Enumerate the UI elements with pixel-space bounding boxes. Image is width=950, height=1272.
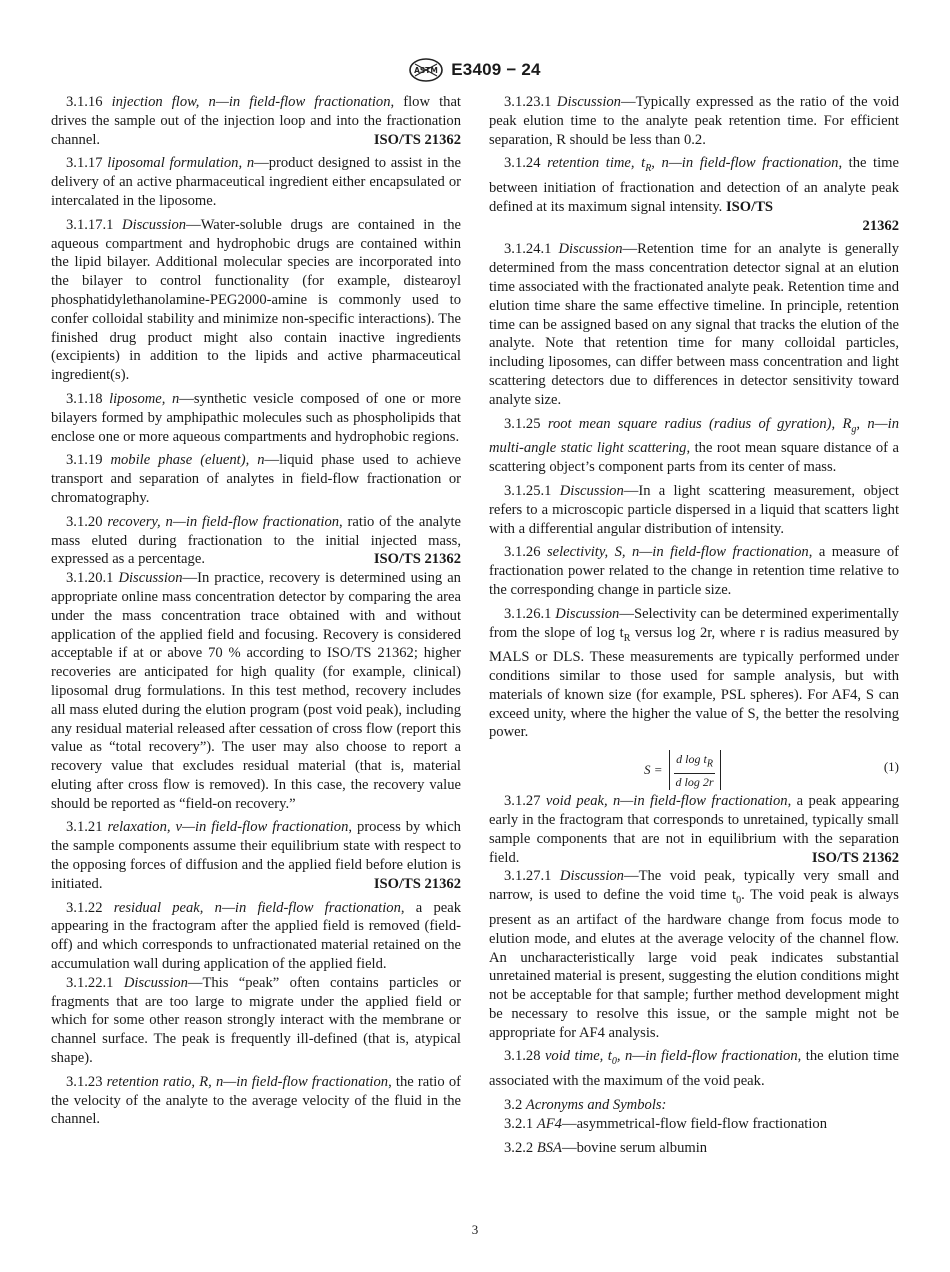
page-header [0, 57, 950, 83]
discussion-3-1-22-1: 3.1.22.1 Discussion—This “peak” often contains particles or fragments that are too large to migrate under the applied field or which for some other reason strongly interact with the membrane or channel surface. The peak is frequently ill-defined (that is, atypical shape). [51, 974, 461, 1067]
acronym-bsa: 3.2.2 BSA—bovine serum albumin [504, 1139, 708, 1156]
discussion-3-1-26-1: 3.1.26.1 Discussion—Selectivity can be determined experimentally from the slope of $\log t_R$ versus log 2r, where r is radius measured by MALS or DLS. These measurements are typically performed under conditions similar to those used for sample analysis, but with materials of known size (for example, PSL spheres). For AF4, S can exceed unity, where the higher the value of S, the better the resolving power. [489, 605, 900, 741]
svg-text:ASTM: ASTM [414, 66, 439, 75]
equation-numerator: d log t [676, 752, 707, 767]
definition-3-1-22: 3.1.22 residual peak, n—in field-flow fractionation, a peak appearing in the fractogram after the applied field is removed (field-off) and which corresponds to unfractionated material retained on the accumulation wall during application of the applied field. [51, 899, 461, 973]
discussion-3-1-20-1: 3.1.20.1 Discussion—In practice, recovery is determined using an appropriate online mass concentration detector by comparing the area under the mass concentration trace obtained with and without application of the applied field and focusing. Recovery is considered acceptable if at or above 70 % according to ISO/TS 21362; higher recoveries are anticipated for high quality (for example, clinical) liposomal drug formulations. In this test method, recovery includes all mass eluted during the elution program (post void peak), including any residual material released after cessation of cross flow (report this value as “total recovery”). The user may also choose to report a recovery value that excludes residual material (that is, material eluting after cross flow is removed). In this case, the recovery value should be reported as “field-on recovery.” [51, 570, 461, 812]
equation-denominator: d log 2r [675, 774, 714, 789]
definition-3-1-18: 3.1.18 liposome, n—synthetic vesicle composed of one or more bilayers formed by amphipathic molecules such as phospholipids that enclose one or more aqueous compartments and hydrophobic regions. [51, 390, 462, 445]
discussion-3-1-24-1: 3.1.24.1 Discussion—Retention time for an analyte is generally determined from the mass concentration detector signal at an elution time associated with the fractionated analyte peak. Retention time and elution time share the same effective timeline. In principle, retention time can be assigned based on any signal that tracks the elution of the analyte. Note that retention time for many colloidal particles, including liposomes, can differ between mass concentration and light scattering detectors due to differences in detector sensitivity toward analyte size. [489, 241, 899, 408]
discussion-3-1-25-1: 3.1.25.1 Discussion—In a light scattering measurement, object refers to a microscopic particle dispersed in a liquid that scatters light with a differential angular distribution of intensity. [489, 482, 899, 537]
acronym-af4: 3.2.1 AF4—asymmetrical-flow field-flow fractionation [504, 1115, 828, 1132]
right-column [489, 93, 899, 1162]
definition-3-1-28: 3.1.28 void time, $t_0$, n—in field-flow fractionation, the elution time associated with the maximum of the void peak. [489, 1048, 899, 1090]
definition-3-1-16: 3.1.16 injection flow, n—in field-flow fractionation, flow that drives the sample out of the injection loop and into the fractionation channel. ISO/TS 21362 [51, 94, 461, 148]
left-column [51, 93, 461, 1134]
astm-logo-icon [409, 58, 443, 82]
reference-iso-ts: ISO/TS 21362 [373, 875, 461, 892]
discussion-3-1-17-1: 3.1.17.1 Discussion—Water-soluble drugs are contained in the aqueous compartment and hydrophobic drugs are contained within the lipid bilayer. Additional molecular species are incorporated into the bilayer to control functionality (for example, distearoyl phosphatidylethanolamine-PEG2000-amine is commonly used to confer colloidal stability and minimize non-specific interactions). The finished drug product might also contain inactive ingredients (excipients) in addition to the lipids and active pharmaceutical ingredient(s). [51, 216, 461, 384]
page-number: 3 [471, 1222, 479, 1237]
definition-3-1-20: 3.1.20 recovery, n—in field-flow fractionation, ratio of the analyte mass eluted during fractionation to the initial injected mass, expressed as a percentage. ISO/TS 21362 [51, 513, 461, 568]
definition-3-1-24: 3.1.24 retention time, $t_R$, n—in field-flow fractionation, the time between initiation of fractionation and detection of an analyte peak defined at its maximum signal intensity. ISO/TS 21362 [489, 155, 899, 234]
definition-3-1-25: 3.1.25 root mean square radius (radius of gyration), $R_g$, n—in multi-angle static light scattering, the root mean square distance of a scattering object’s component parts from its center of mass. [489, 415, 899, 476]
discussion-3-1-27-1: 3.1.27.1 Discussion—The void peak, typically very small and narrow, is used to define the void time $t_0$. The void peak is always present as an artifact of the hardware change from focus mode to elution mode, and elutes at the average velocity of the channel flow. An uncharacteristically large void peak indicates substantial unretained material is present, suggesting the elution conditions might not be acceptable for that sample; further method development might be necessary to resolve this issue, or the sample might not be appropriate for AF4 analysis. [489, 868, 899, 1041]
definition-3-1-19: 3.1.19 mobile phase (eluent), n—liquid phase used to achieve transport and separation of analytes in field-flow fractionation or chromatography. [51, 452, 461, 506]
definition-3-1-26: 3.1.26 selectivity, S, n—in field-flow fractionation, a measure of fractionation power related to the change in retention time relative to the corresponding change in particle size. [489, 544, 899, 598]
section-3-2-heading: 3.2 Acronyms and Symbols: [504, 1096, 667, 1113]
reference-iso-ts: ISO/TS 21362 [811, 849, 899, 866]
reference-iso-ts: ISO/TS 21362 [373, 551, 461, 568]
equation-lhs: S = [644, 761, 663, 777]
definition-3-1-27: 3.1.27 void peak, n—in field-flow fractionation, a peak appearing early in the fractogram that corresponds to unretained, typically small sample components that are not in equilibrium with the separation field. ISO/TS 21362 [489, 793, 899, 866]
definition-3-1-23: 3.1.23 retention ratio, R, n—in field-flow fractionation, the ratio of the velocity of the analyte to the average velocity of the fluid in the channel. [51, 1073, 461, 1128]
reference-iso-ts: ISO/TS 21362 [373, 131, 461, 148]
document-designation: E3409 − 24 [451, 60, 541, 79]
equation-number: (1) [883, 759, 899, 775]
equation-1: S = $\frac{d \log t_R}{\text{d log 2r}}$ (1) [644, 752, 899, 789]
reference-iso-ts: ISO/TS [726, 198, 774, 215]
definition-3-1-17: 3.1.17 liposomal formulation, n—product designed to assist in the delivery of an active pharmaceutical ingredient either encapsulated or intercalated in the liposome. [51, 155, 461, 209]
definition-3-1-21: 3.1.21 relaxation, v—in field-flow fractionation, process by which the sample components assume their equilibrium state with respect to the opposing forces of diffusion and the applied field before elution is initiated. ISO/TS 21362 [51, 819, 461, 892]
discussion-3-1-23-1: 3.1.23.1 Discussion—Typically expressed as the ratio of the void peak elution time to the analyte peak retention time. For efficient separation, R should be less than 0.2. [489, 94, 899, 148]
